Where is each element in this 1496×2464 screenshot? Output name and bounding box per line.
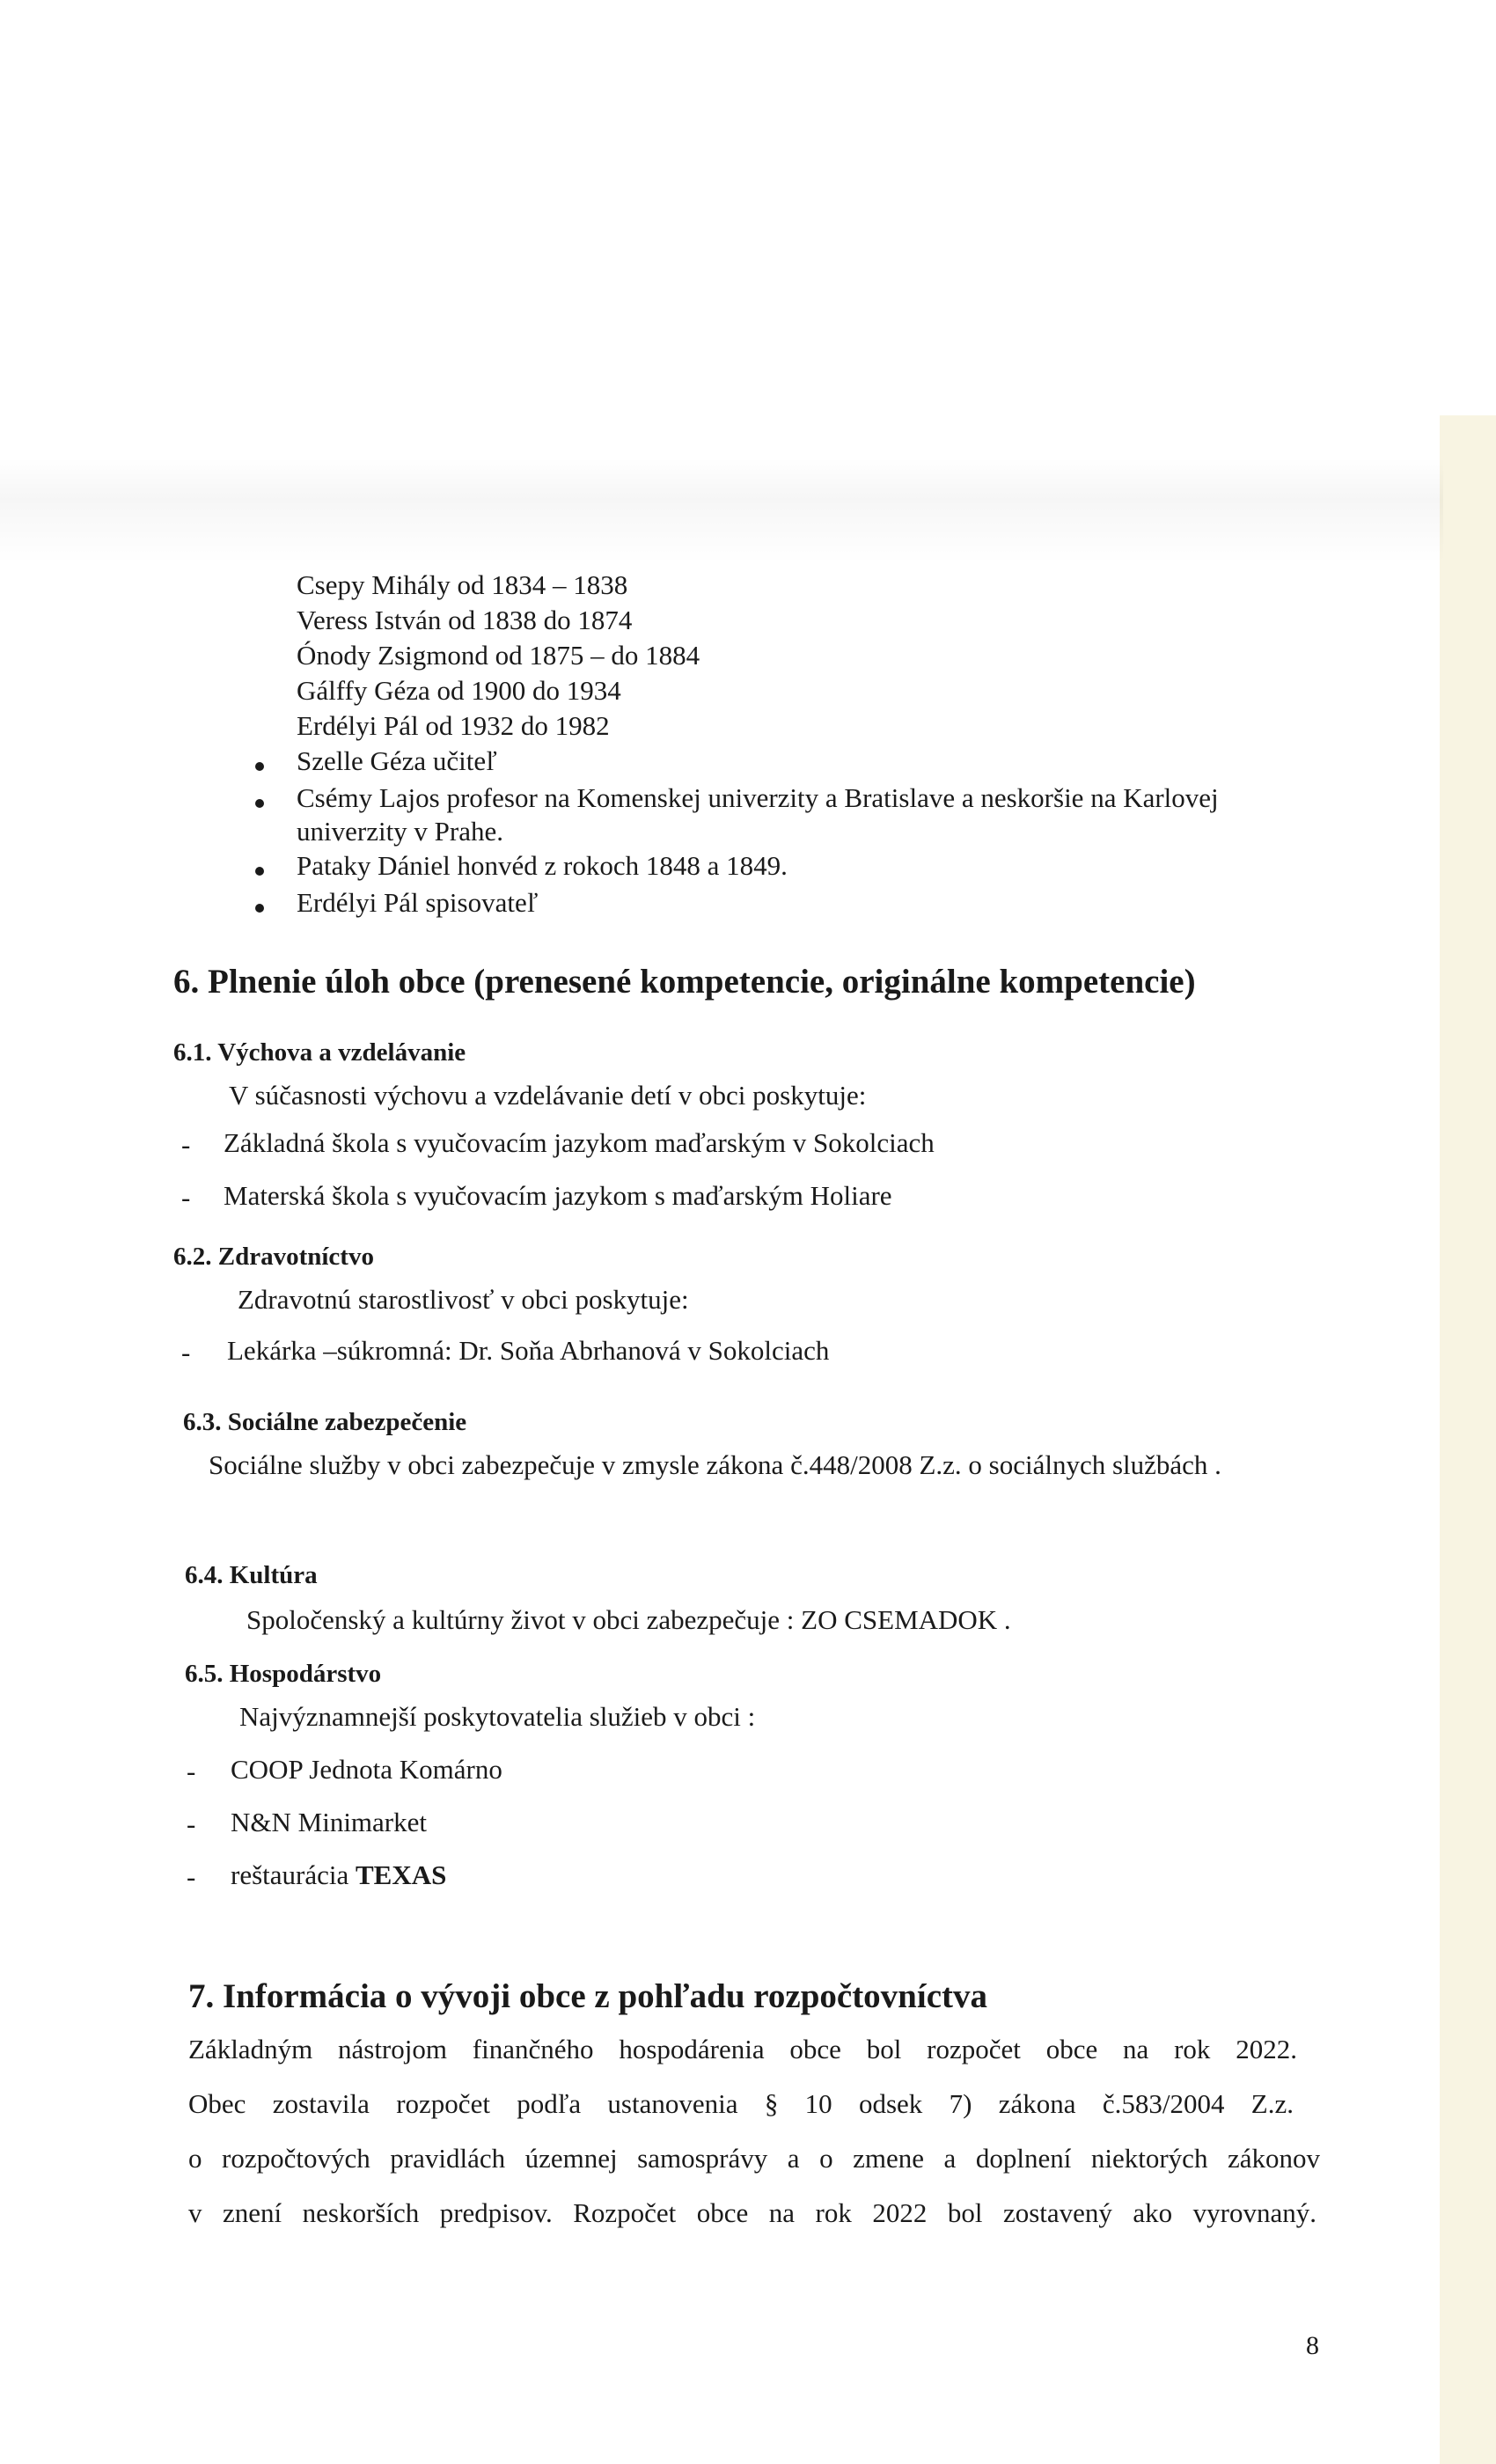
paragraph-line: o rozpočtových pravidlách územnej samosprávy a o zmene a doplnení niektorých zákonov bbox=[188, 2143, 1320, 2174]
page-number: 8 bbox=[1306, 2331, 1319, 2360]
restaurant-name: TEXAS bbox=[355, 1859, 447, 1890]
bullet-icon bbox=[255, 762, 264, 771]
section-6-2-heading: 6.2. Zdravotníctvo bbox=[173, 1243, 374, 1271]
section-6-4-heading: 6.4. Kultúra bbox=[185, 1561, 318, 1589]
names-list-item: Erdélyi Pál od 1932 do 1982 bbox=[297, 710, 610, 741]
names-list-item: Gálffy Géza od 1900 do 1934 bbox=[297, 675, 621, 706]
dash-marker: - bbox=[181, 1129, 191, 1160]
list-item: COOP Jednota Komárno bbox=[231, 1754, 502, 1785]
section-6-1-intro: V súčasnosti výchovu a vzdelávanie detí v obci poskytuje: bbox=[229, 1080, 867, 1111]
section-6-5-heading: 6.5. Hospodárstvo bbox=[185, 1660, 382, 1688]
section-6-2-intro: Zdravotnú starostlivosť v obci poskytuje: bbox=[238, 1284, 689, 1315]
list-item bbox=[231, 1859, 446, 1892]
section-6-heading: 6. Plnenie úloh obce (prenesené kompetencie, originálne kompetencie) bbox=[173, 963, 1196, 1001]
bullet-item: Erdélyi Pál spisovateľ bbox=[297, 887, 539, 918]
paragraph-line: v znení neskorších predpisov. Rozpočet obce na rok 2022 bol zostavený ako vyrovnaný. bbox=[188, 2197, 1316, 2228]
bullet-item: Csémy Lajos profesor na Komenskej univerzity a Bratislave a neskoršie na Karlovej bbox=[297, 782, 1219, 813]
dash-marker: - bbox=[187, 1861, 196, 1892]
list-item: N&N Minimarket bbox=[231, 1807, 427, 1837]
section-6-5-intro: Najvýznamnejší poskytovatelia služieb v obci : bbox=[239, 1701, 756, 1732]
list-item: Základná škola s vyučovacím jazykom maďarským v Sokolciach bbox=[224, 1127, 935, 1158]
dash-marker: - bbox=[187, 1808, 196, 1839]
bullet-item: Pataky Dániel honvéd z rokoch 1848 a 1849. bbox=[297, 850, 788, 881]
paragraph-line: Základným nástrojom finančného hospodárenia obce bol rozpočet obce na rok 2022. bbox=[188, 2034, 1297, 2064]
section-6-3-text: Sociálne služby v obci zabezpečuje v zmysle zákona č.448/2008 Z.z. o sociálnych službách . bbox=[209, 1449, 1221, 1480]
bullet-icon bbox=[255, 799, 264, 808]
section-6-3-heading: 6.3. Sociálne zabezpečenie bbox=[183, 1408, 467, 1436]
dash-marker: - bbox=[181, 1337, 191, 1368]
section-6-4-text: Spoločenský a kultúrny život v obci zabezpečuje : ZO CSEMADOK . bbox=[246, 1604, 1011, 1635]
bullet-icon bbox=[255, 904, 264, 913]
section-6-1-heading: 6.1. Výchova a vzdelávanie bbox=[173, 1038, 466, 1067]
names-list-item: Veress István od 1838 do 1874 bbox=[297, 605, 633, 635]
scan-edge-strip bbox=[1440, 415, 1496, 2464]
section-7-heading: 7. Informácia o vývoji obce z pohľadu rozpočtovníctva bbox=[188, 1977, 988, 2015]
names-list-item: Ónody Zsigmond od 1875 – do 1884 bbox=[297, 640, 700, 671]
dash-marker: - bbox=[181, 1182, 191, 1213]
names-list-item: Csepy Mihály od 1834 – 1838 bbox=[297, 569, 628, 600]
list-item: Lekárka –súkromná: Dr. Soňa Abrhanová v Sokolciach bbox=[227, 1335, 830, 1366]
bullet-item-continuation: univerzity v Prahe. bbox=[297, 816, 504, 847]
paragraph-line: Obec zostavila rozpočet podľa ustanovenia § 10 odsek 7) zákona č.583/2004 Z.z. bbox=[188, 2088, 1294, 2119]
list-item: Materská škola s vyučovacím jazykom s maďarským Holiare bbox=[224, 1180, 892, 1211]
list-item-text: reštaurácia bbox=[231, 1859, 356, 1890]
bullet-item: Szelle Géza učiteľ bbox=[297, 745, 497, 776]
dash-marker: - bbox=[187, 1756, 196, 1786]
bullet-icon bbox=[255, 867, 264, 876]
